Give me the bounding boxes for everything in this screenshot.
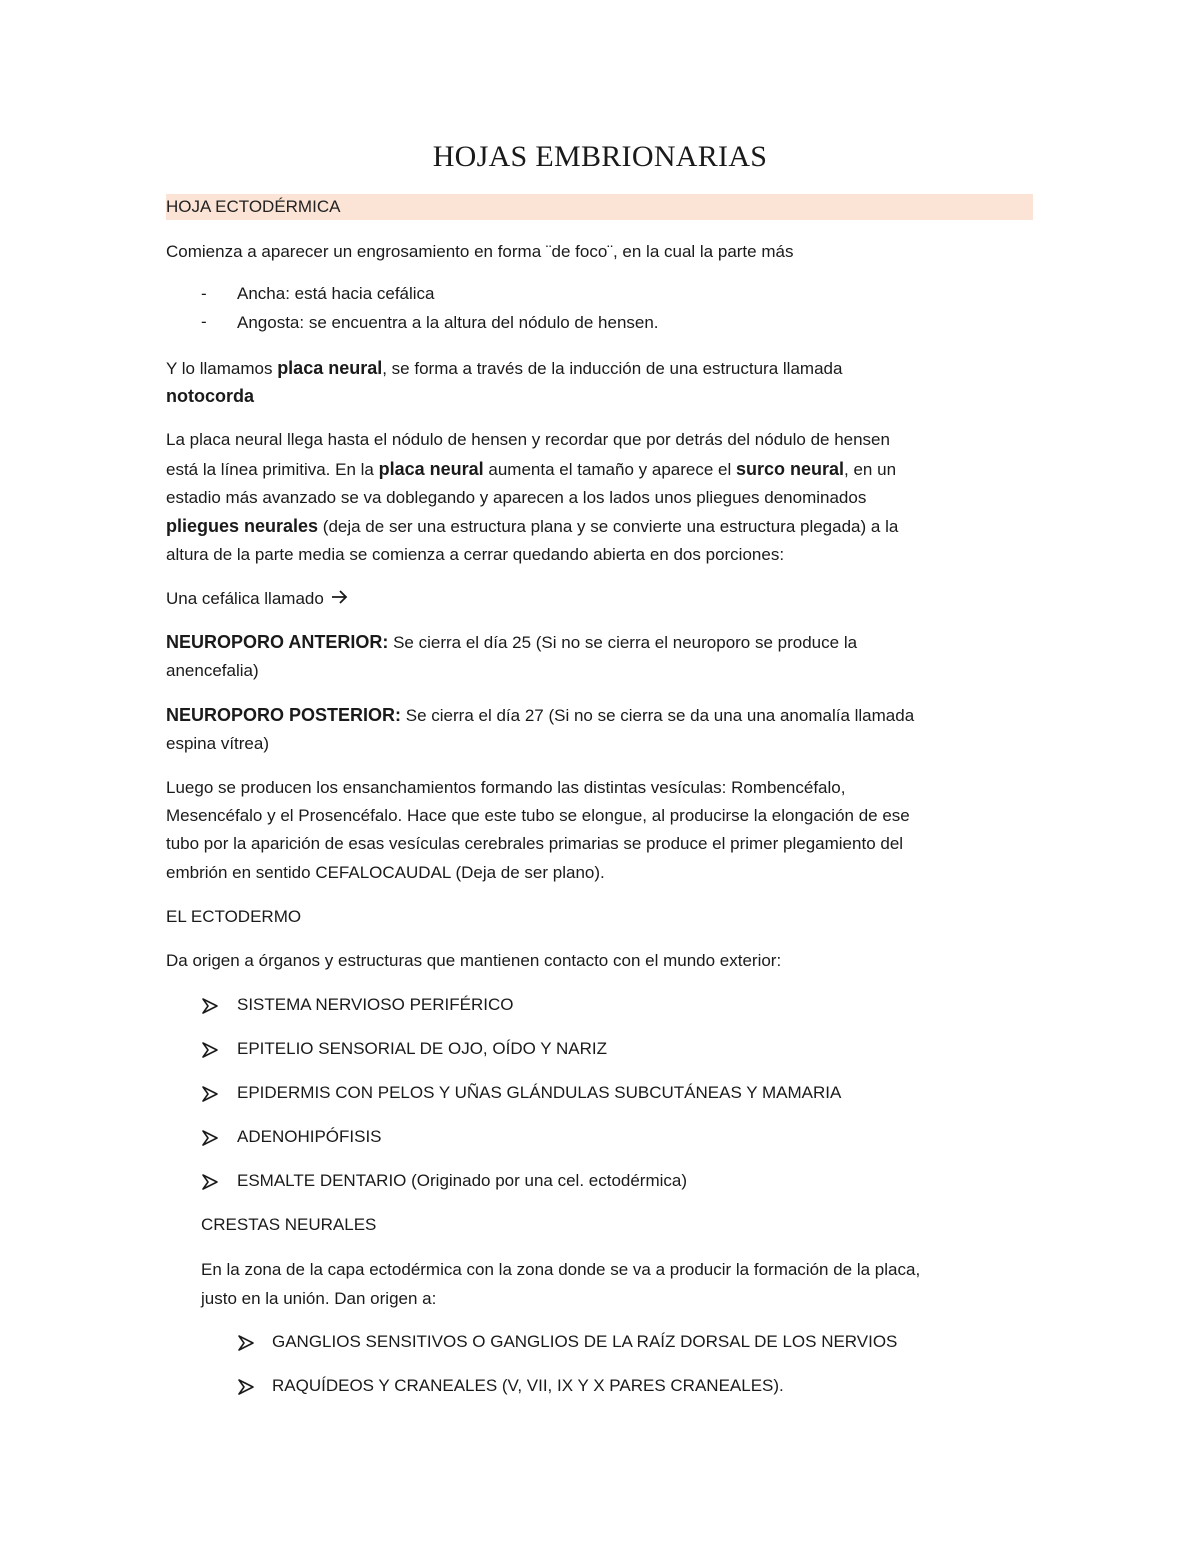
arrowhead-bullet-icon xyxy=(237,1378,255,1396)
paragraph-line xyxy=(166,512,898,542)
list-item: GANGLIOS SENSITIVOS O GANGLIOS DE LA RAÍZ DORSAL DE LOS NERVIOS xyxy=(272,1332,898,1351)
subheading: CRESTAS NEURALES xyxy=(201,1215,377,1234)
paragraph-line: Luego se producen los ensanchamientos formando las distintas vesículas: Rombencéfalo, xyxy=(166,778,846,797)
text-run: , se forma a través de la inducción de una estructura llamada xyxy=(382,359,843,378)
paragraph-line: La placa neural llega hasta el nódulo de hensen y recordar que por detrás del nódulo de hensen xyxy=(166,430,890,449)
paragraph-line: embrión en sentido CEFALOCAUDAL (Deja de ser plano). xyxy=(166,863,605,882)
section-heading: HOJA ECTODÉRMICA xyxy=(166,197,341,216)
text-run: aumenta el tamaño y aparece el xyxy=(483,460,736,479)
arrowhead-bullet-icon xyxy=(237,1334,255,1352)
text-run: Una cefálica llamado xyxy=(166,589,324,608)
section-heading-highlight xyxy=(166,194,1033,220)
bold-term: NEUROPORO ANTERIOR: xyxy=(166,632,389,652)
bold-term: placa neural xyxy=(378,459,484,479)
paragraph-line xyxy=(166,354,842,384)
paragraph-line: En la zona de la capa ectodérmica con la zona donde se va a producir la formación de la placa, xyxy=(201,1260,921,1279)
paragraph-line: Da origen a órganos y estructuras que mantienen contacto con el mundo exterior: xyxy=(166,951,782,970)
text-run: (deja de ser una estructura plana y se convierte una estructura plegada) a la xyxy=(318,517,899,536)
document-title: HOJAS EMBRIONARIAS xyxy=(432,140,768,173)
text-run: está la línea primitiva. En la xyxy=(166,460,379,479)
text-run: Se cierra el día 25 (Si no se cierra el neuroporo se produce la xyxy=(388,633,858,652)
arrowhead-bullet-icon xyxy=(201,1173,219,1191)
subheading: EL ECTODERMO xyxy=(166,907,302,926)
list-item: ESMALTE DENTARIO (Originado por una cel. ectodérmica) xyxy=(237,1171,688,1190)
arrowhead-bullet-icon xyxy=(201,1129,219,1147)
text-run: Y lo llamamos xyxy=(166,359,278,378)
paragraph-line xyxy=(166,701,914,731)
paragraph-line: tubo por la aparición de esas vesículas cerebrales primarias se produce el primer plegamiento del xyxy=(166,834,904,853)
paragraph-line xyxy=(166,455,896,485)
bold-term: surco neural xyxy=(735,459,845,479)
dash-bullet: - xyxy=(201,284,207,303)
bold-term: placa neural xyxy=(277,358,383,378)
paragraph-line: espina vítrea) xyxy=(166,734,269,753)
arrowhead-bullet-icon xyxy=(201,1041,219,1059)
arrowhead-bullet-icon xyxy=(201,1085,219,1103)
right-arrow-icon xyxy=(331,585,349,614)
intro-paragraph: Comienza a aparecer un engrosamiento en forma ¨de foco¨, en la cual la parte más xyxy=(166,242,794,261)
paragraph-line xyxy=(166,585,349,614)
bold-term: notocorda xyxy=(166,386,254,406)
bold-term: NEUROPORO POSTERIOR: xyxy=(166,705,402,725)
list-item: RAQUÍDEOS Y CRANEALES (V, VII, IX Y X PARES CRANEALES). xyxy=(272,1376,784,1395)
paragraph-line: anencefalia) xyxy=(166,661,259,680)
list-item: EPIDERMIS CON PELOS Y UÑAS GLÁNDULAS SUBCUTÁNEAS Y MAMARIA xyxy=(237,1083,842,1102)
arrowhead-bullet-icon xyxy=(201,997,219,1015)
text-run: , en un xyxy=(844,460,897,479)
paragraph-line: Mesencéfalo y el Prosencéfalo. Hace que este tubo se elongue, al producirse la elongación de ese xyxy=(166,806,910,825)
list-item: EPITELIO SENSORIAL DE OJO, OÍDO Y NARIZ xyxy=(237,1039,607,1058)
paragraph-line: estadio más avanzado se va doblegando y aparecen a los lados unos pliegues denominados xyxy=(166,488,867,507)
paragraph-line xyxy=(166,628,857,658)
bold-term: pliegues neurales xyxy=(166,516,319,536)
dash-bullet: - xyxy=(201,312,207,331)
dash-item: Angosta: se encuentra a la altura del nódulo de hensen. xyxy=(237,313,659,332)
paragraph-line: altura de la parte media se comienza a cerrar quedando abierta en dos porciones: xyxy=(166,545,785,564)
text-run: Se cierra el día 27 (Si no se cierra se da una una anomalía llamada xyxy=(401,706,915,725)
dash-item: Ancha: está hacia cefálica xyxy=(237,284,435,303)
list-item: ADENOHIPÓFISIS xyxy=(237,1127,382,1146)
paragraph-line: justo en la unión. Dan origen a: xyxy=(201,1289,437,1308)
list-item: SISTEMA NERVIOSO PERIFÉRICO xyxy=(237,995,514,1014)
